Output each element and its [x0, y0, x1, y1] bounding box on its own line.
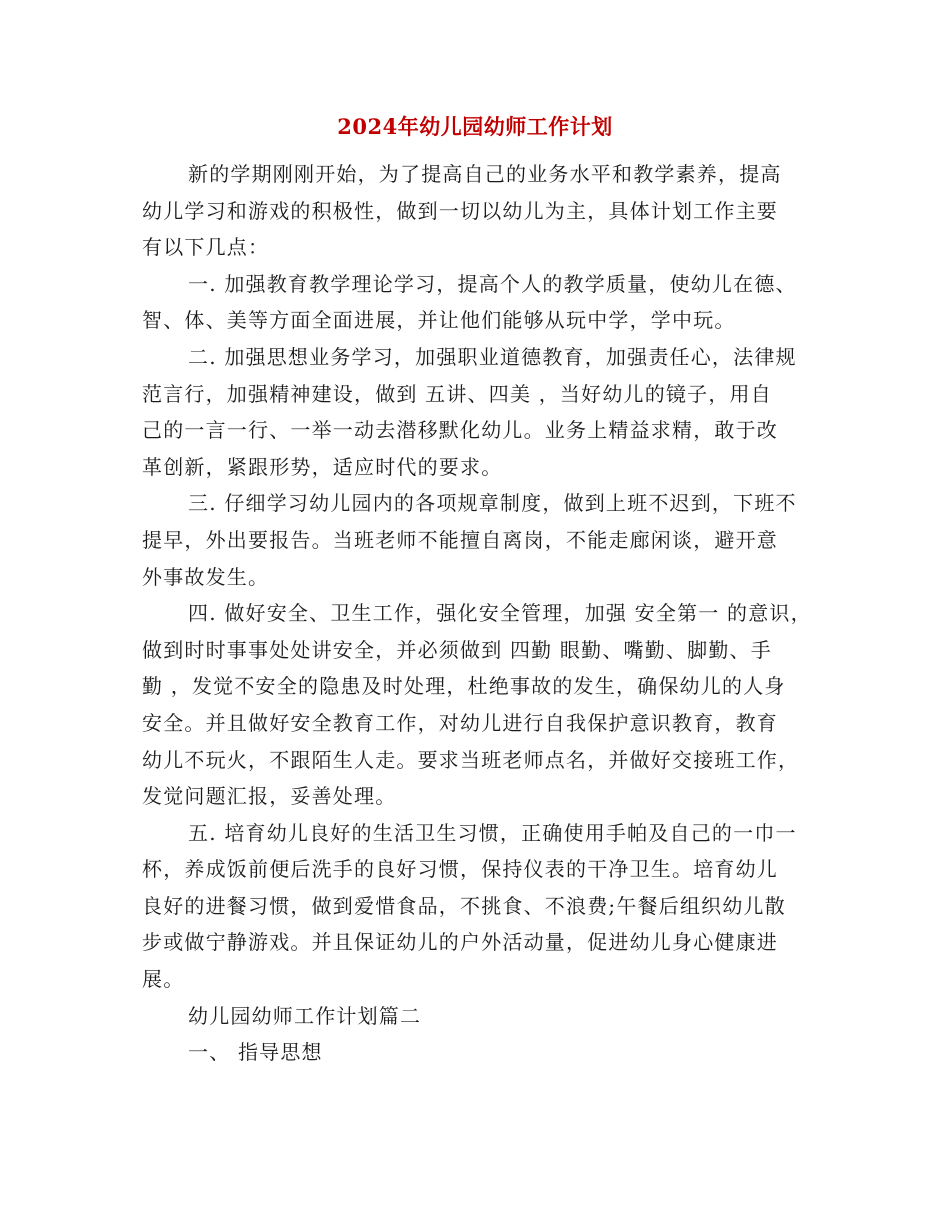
text-line: 步或做宁静游戏。并且保证幼儿的户外活动量，促进幼儿身心健康进: [142, 930, 778, 955]
document-body: [142, 156, 814, 1071]
text-line: 勤 ，发觉不安全的隐患及时处理，杜绝事故的发生，确保幼儿的人身: [142, 674, 786, 699]
text-line: 二. 加强思想业务学习，加强职业道德教育，加强责任心，法律规: [188, 344, 797, 369]
document-title: 2024年幼儿园幼师工作计划: [337, 114, 613, 139]
text-line: 新的学期刚刚开始，为了提高自己的业务水平和教学素养，提高: [188, 162, 782, 186]
text-line: 一、 指导思想: [188, 1040, 323, 1065]
text-line: 革创新，紧跟形势，适应时代的要求。: [142, 454, 503, 479]
text-line: 范言行，加强精神建设，做到 五讲、四美 ，当好幼儿的镜子，用自: [142, 381, 772, 406]
text-line: 幼儿园幼师工作计划篇二: [188, 1003, 422, 1028]
text-line: 做到时时事事处处讲安全，并必须做到 四勤 眼勤、嘴勤、脚勤、手: [142, 637, 772, 662]
text-line: 安全。并且做好安全教育工作，对幼儿进行自我保护意识教育，教育: [142, 710, 778, 735]
text-line: 幼儿不玩火，不跟陌生人走。要求当班老师点名，并做好交接班工作，: [142, 747, 800, 772]
text-line: 智、体、美等方面全面进展，并让他们能够从玩中学，学中玩。: [142, 308, 736, 333]
text-line: 四. 做好安全、卫生工作，强化安全管理，加强 安全第一 的意识，: [188, 601, 812, 626]
text-line: 己的一言一行、一举一动去潜移默化幼儿。业务上精益求精，敢于改: [142, 418, 778, 443]
text-line: 三. 仔细学习幼儿园内的各项规章制度，做到上班不迟到，下班不: [188, 491, 797, 516]
text-line: 发觉问题汇报，妥善处理。: [142, 784, 397, 809]
text-line: 外事故发生。: [142, 564, 270, 589]
text-line: 杯，养成饭前便后洗手的良好习惯，保持仪表的干净卫生。培育幼儿: [142, 857, 778, 882]
text-line: 良好的进餐习惯，做到爱惜食品，不挑食、不浪费;午餐后组织幼儿散: [142, 893, 786, 918]
text-line: 展。: [142, 967, 185, 992]
text-line: 提早，外出要报告。当班老师不能擅自离岗，不能走廊闲谈，避开意: [142, 527, 778, 552]
text-line: 幼儿学习和游戏的积极性，做到一切以幼儿为主，具体计划工作主要: [142, 198, 778, 223]
text-line: 一. 加强教育教学理论学习，提高个人的教学质量，使幼儿在德、: [188, 271, 797, 296]
text-line: 五. 培育幼儿良好的生活卫生习惯，正确使用手帕及自己的一巾一: [188, 820, 797, 845]
text-line: 有以下几点：: [142, 235, 270, 260]
